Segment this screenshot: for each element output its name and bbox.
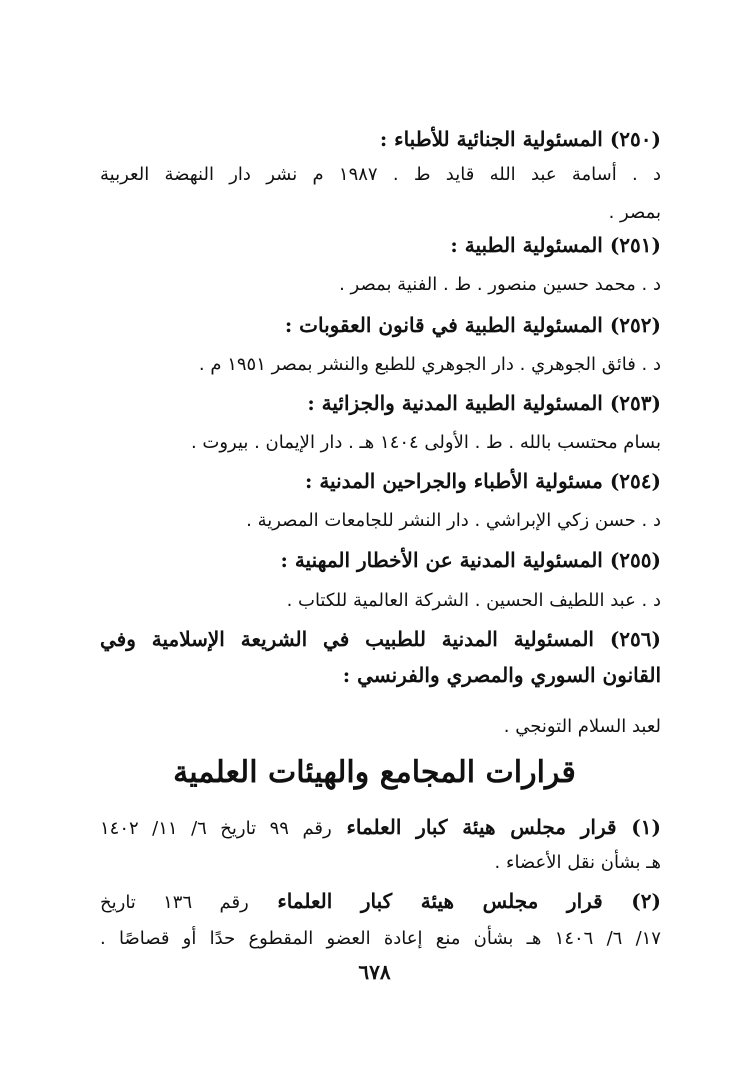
decision-2-line-1: (٢) قرار مجلس هيئة كبار العلماء رقم ١٣٦ تاريخ bbox=[100, 889, 661, 913]
entry-title: المسئولية الطبية في قانون العقوبات : bbox=[284, 313, 603, 337]
entry-250-line-2: بمصر . bbox=[608, 202, 661, 223]
entry-250-heading: (٢٥٠) المسئولية الجنائية للأطباء : bbox=[379, 127, 661, 151]
decision-number: ١ bbox=[640, 815, 652, 839]
entry-title: المسئولية المدنية للطبيب في الشريعة الإسلامية وفي bbox=[100, 627, 594, 651]
entry-251-line-1: د . محمد حسين منصور . ط . الفنية بمصر . bbox=[339, 274, 661, 295]
decision-title: قرار مجلس هيئة كبار العلماء bbox=[346, 815, 617, 839]
decision-title: قرار مجلس هيئة كبار العلماء bbox=[277, 889, 603, 913]
decision-2-line-2: ١٧/ ٦/ ١٤٠٦ هـ بشأن منع إعادة العضو المقطوع حدًا أو قصاصًا . bbox=[100, 928, 661, 949]
decision-details: رقم ٩٩ تاريخ ٦/ ١١/ ١٤٠٢ bbox=[100, 818, 332, 839]
entry-253-line-1: بسام محتسب بالله . ط . الأولى ١٤٠٤ هـ . دار الإيمان . بيروت . bbox=[190, 432, 661, 453]
entry-title: المسئولية الطبية : bbox=[450, 233, 603, 257]
entry-253-heading: (٢٥٣) المسئولية الطبية المدنية والجزائية : bbox=[307, 391, 661, 415]
entry-251-heading: (٢٥١) المسئولية الطبية : bbox=[450, 233, 661, 257]
entry-254-line-1: د . حسن زكي الإبراشي . دار النشر للجامعات المصرية . bbox=[246, 510, 661, 531]
entry-number: ٢٥٣ bbox=[619, 391, 652, 415]
entry-title: المسئولية الطبية المدنية والجزائية : bbox=[307, 391, 603, 415]
decision-1-line-2: هـ بشأن نقل الأعضاء . bbox=[494, 852, 661, 873]
section-title: قرارات المجامع والهيئات العلمية bbox=[173, 755, 576, 790]
entry-number: ٢٥١ bbox=[619, 233, 652, 257]
entry-number: ٢٥٥ bbox=[619, 548, 652, 572]
entry-256-heading-line-2: القانون السوري والمصري والفرنسي : bbox=[342, 663, 661, 687]
entry-250-line-1: د . أسامة عبد الله قايد ط . ١٩٨٧ م نشر دار النهضة العربية bbox=[100, 164, 662, 185]
entry-title: مسئولية الأطباء والجراحين المدنية : bbox=[304, 469, 603, 493]
entry-number: ٢٥٦ bbox=[619, 627, 652, 651]
entry-252-line-1: د . فائق الجوهري . دار الجوهري للطبع والنشر بمصر ١٩٥١ م . bbox=[198, 354, 661, 375]
entry-255-line-1: د . عبد اللطيف الحسين . الشركة العالمية للكتاب . bbox=[286, 590, 661, 611]
decision-details: رقم ١٣٦ تاريخ bbox=[100, 892, 249, 913]
entry-252-heading: (٢٥٢) المسئولية الطبية في قانون العقوبات : bbox=[284, 313, 661, 337]
entry-255-heading: (٢٥٥) المسئولية المدنية عن الأخطار المهنية : bbox=[280, 548, 661, 572]
entry-256-line-1: لعبد السلام التونجي . bbox=[503, 716, 661, 737]
entry-title: المسئولية الجنائية للأطباء : bbox=[379, 127, 603, 151]
decision-1-line-1: (١) قرار مجلس هيئة كبار العلماء رقم ٩٩ تاريخ ٦/ ١١/ ١٤٠٢ bbox=[100, 815, 661, 839]
entry-number: ٢٥٤ bbox=[619, 469, 652, 493]
entry-254-heading: (٢٥٤) مسئولية الأطباء والجراحين المدنية : bbox=[304, 469, 661, 493]
entry-256-heading: (٢٥٦) المسئولية المدنية للطبيب في الشريعة الإسلامية وفي bbox=[100, 627, 661, 651]
entry-title: المسئولية المدنية عن الأخطار المهنية : bbox=[280, 548, 603, 572]
entry-number: ٢٥٢ bbox=[619, 313, 652, 337]
page-number: ٦٧٨ bbox=[358, 960, 391, 984]
decision-number: ٢ bbox=[640, 889, 652, 913]
entry-number: ٢٥٠ bbox=[619, 127, 652, 151]
